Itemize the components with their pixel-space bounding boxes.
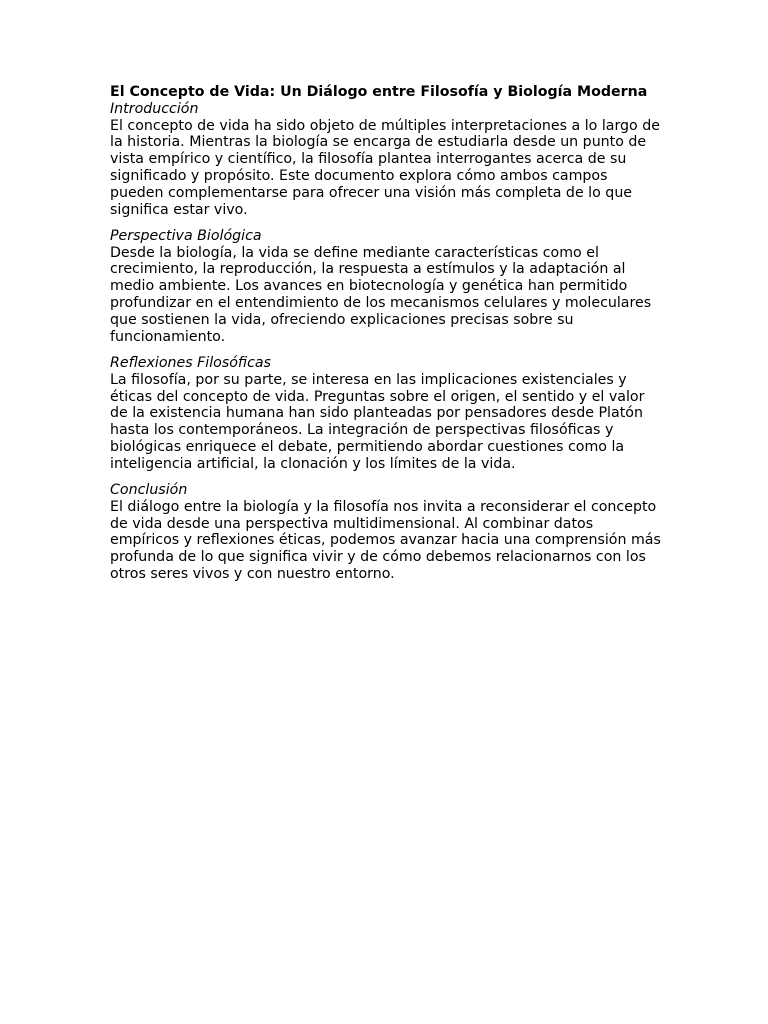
document-page [110, 84, 662, 592]
section-perspectiva-biologica [110, 228, 662, 346]
section-heading: Perspectiva Biológica [110, 227, 262, 244]
section-conclusion [110, 482, 662, 583]
section-reflexiones-filosoficas [110, 355, 662, 473]
section-heading: Introducción [110, 100, 199, 117]
section-heading: Reflexiones Filosóficas [110, 354, 271, 371]
section-paragraph: El concepto de vida ha sido objeto de múltiples interpretaciones a lo largo de la historia. Mientras la biología se encarga de estudiarla desde un punto de vista empírico y científico, la filosofía plantea interrogantes acerca de su significado y propósito. Este documento explora cómo ambos campos pueden complementarse para ofrecer una visión más completa de lo que significa estar vivo. [110, 117, 660, 218]
section-paragraph: La filosofía, por su parte, se interesa en las implicaciones existenciales y éticas del concepto de vida. Preguntas sobre el origen, el sentido y el valor de la existencia humana han sido planteadas por pensadores desde Platón hasta los contemporáneos. La integración de perspectivas filosóficas y biológicas enriquece el debate, permitiendo abordar cuestiones como la inteligencia artificial, la clonación y los límites de la vida. [110, 371, 645, 472]
section-paragraph: El diálogo entre la biología y la filosofía nos invita a reconsiderar el concepto de vida desde una perspectiva multidimensional. Al combinar datos empíricos y reflexiones éticas, podemos avanzar hacia una comprensión más profunda de lo que significa vivir y de cómo debemos relacionarnos con los otros seres vivos y con nuestro entorno. [110, 498, 661, 583]
document-title: El Concepto de Vida: Un Diálogo entre Filosofía y Biología Moderna [110, 84, 648, 100]
section-introduccion [110, 101, 662, 219]
section-paragraph: Desde la biología, la vida se define mediante características como el crecimiento, la reproducción, la respuesta a estímulos y la adaptación al medio ambiente. Los avances en biotecnología y genética han permitido profundizar en el entendimiento de los mecanismos celulares y moleculares que sostienen la vida, ofreciendo explicaciones precisas sobre su funcionamiento. [110, 244, 652, 345]
section-heading: Conclusión [110, 482, 188, 499]
